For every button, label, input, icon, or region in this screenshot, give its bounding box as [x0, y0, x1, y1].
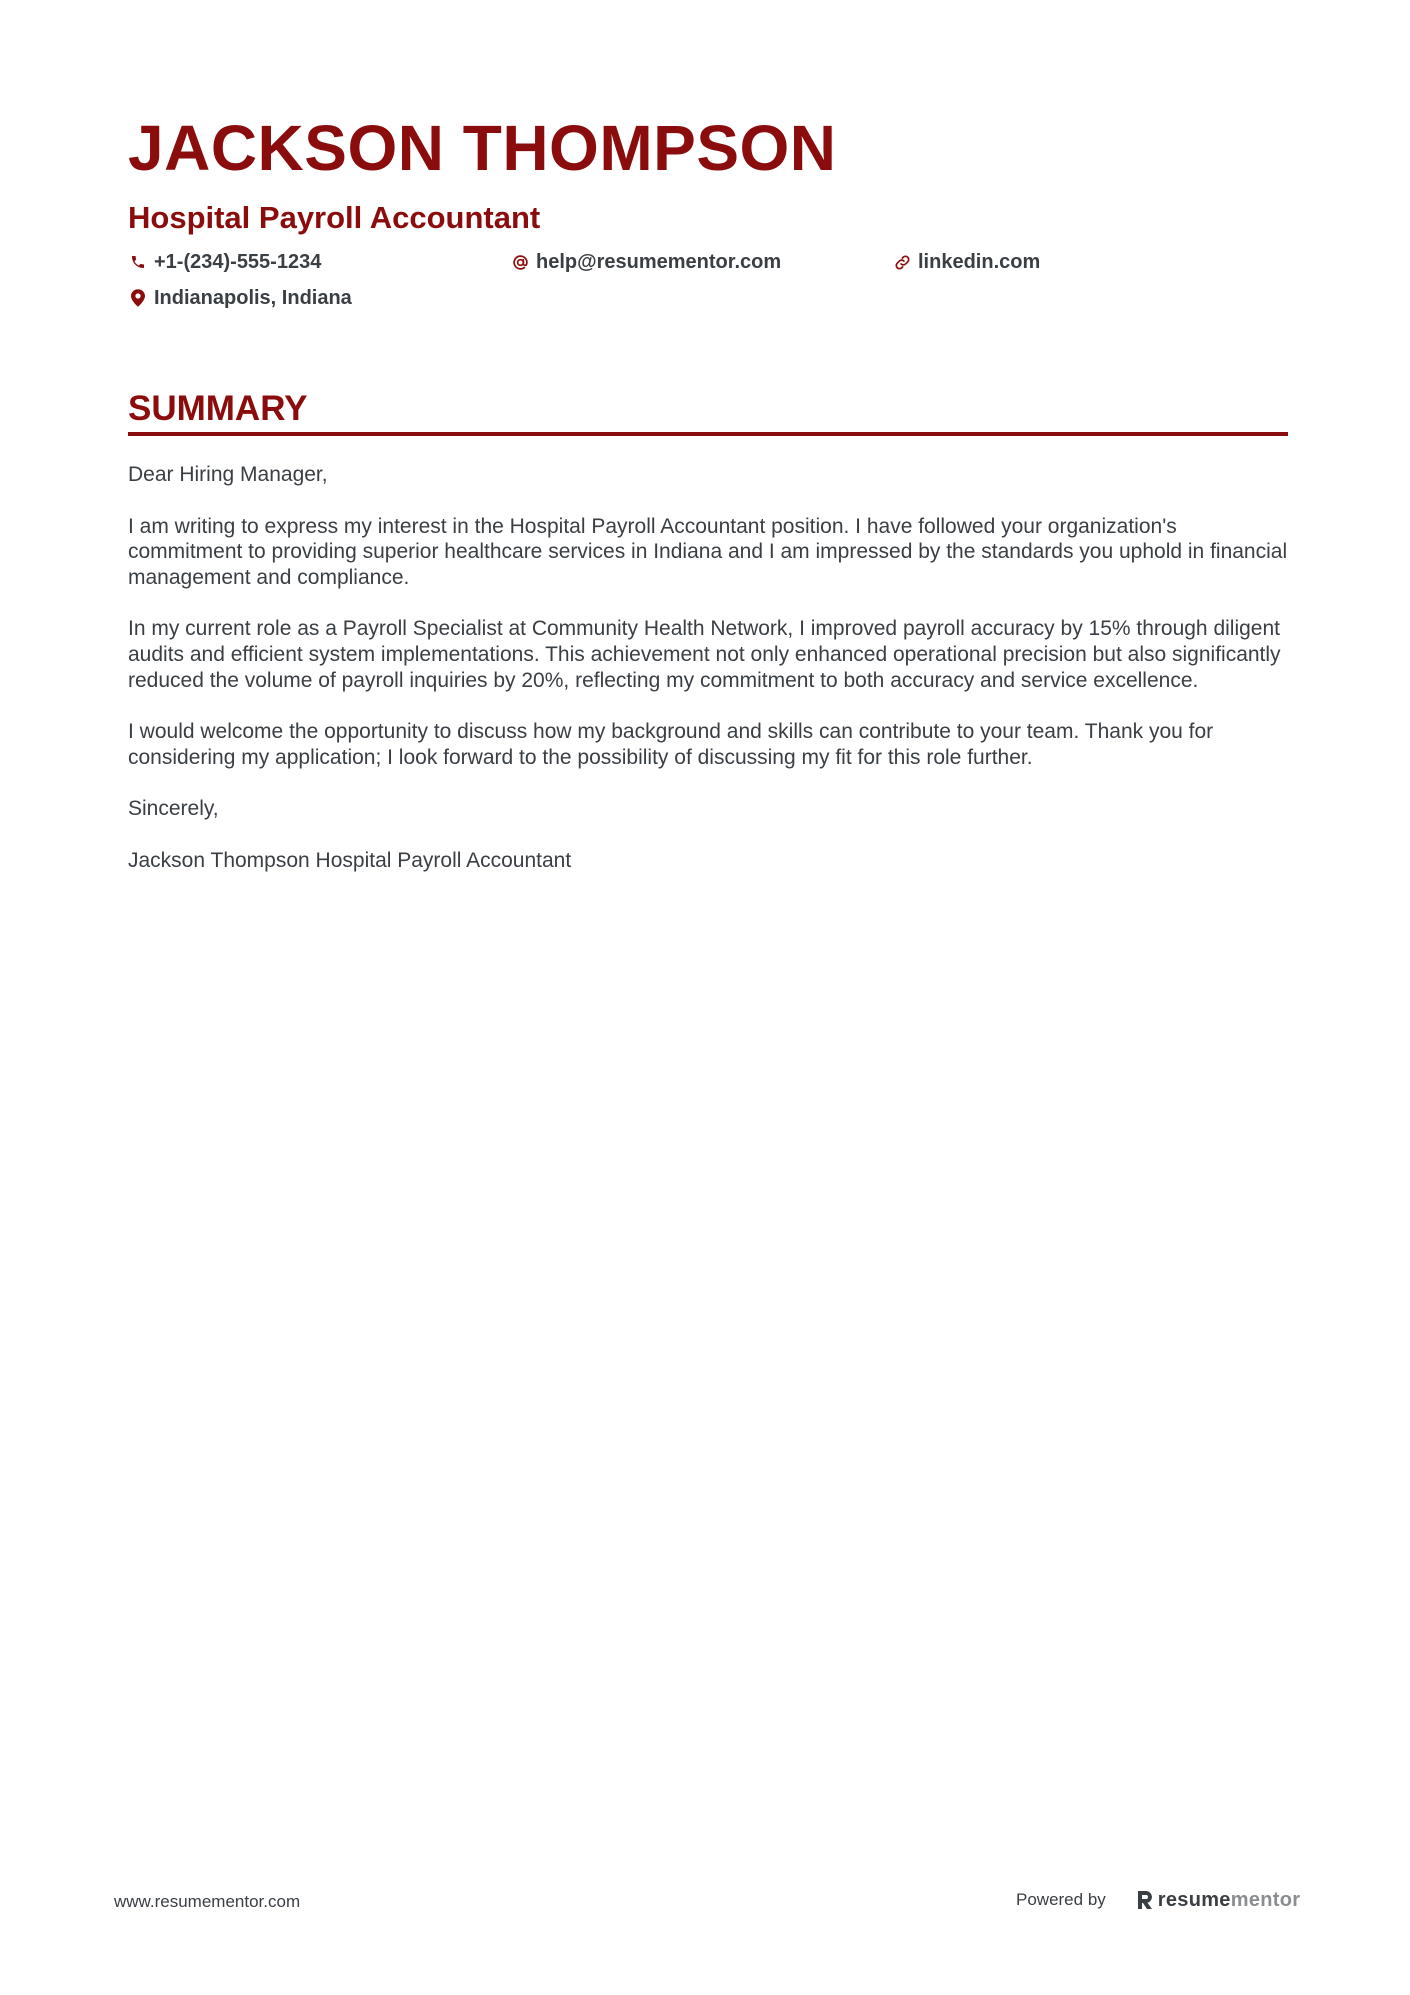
section-divider	[128, 432, 1288, 436]
link-icon	[892, 252, 912, 272]
summary-heading: SUMMARY	[128, 389, 308, 428]
map-pin-icon	[128, 288, 148, 308]
contact-list	[128, 250, 1288, 322]
summary-section	[128, 388, 1288, 900]
brand-name-part2: mentor	[1230, 1888, 1301, 1911]
footer-branding	[1016, 1886, 1300, 1914]
header	[128, 112, 1288, 322]
contact-email	[510, 250, 781, 274]
resumementor-logo-icon	[1136, 1889, 1154, 1911]
linkedin-text: linkedin.com	[918, 251, 1041, 273]
contact-phone	[128, 250, 321, 274]
paragraph: I am writing to express my interest in the Hospital Payroll Accountant position. I have followed your organization's commitment to providing superior healthcare services in Indiana and I am impressed by the standards you uphold in financial management and compliance.	[128, 514, 1288, 589]
at-icon	[510, 252, 530, 272]
powered-by-text: Powered by	[1016, 1890, 1106, 1909]
phone-icon	[128, 252, 148, 272]
salutation: Dear Hiring Manager,	[128, 463, 328, 486]
paragraph: I would welcome the opportunity to discuss how my background and skills can contribute to your team. Thank you for considering my application; I look forward to the possibility of discussing my fit for this role further.	[128, 720, 1214, 769]
contact-linkedin	[892, 250, 1040, 274]
email-text: help@resumementor.com	[536, 251, 782, 273]
contact-location	[128, 286, 352, 310]
signature: Jackson Thompson Hospital Payroll Accountant	[128, 848, 572, 872]
brand-name-part1: resume	[1157, 1888, 1231, 1911]
job-title: Hospital Payroll Accountant	[128, 200, 541, 235]
location-text: Indianapolis, Indiana	[154, 287, 352, 309]
letter-body	[128, 462, 1288, 874]
footer-website[interactable]: www.resumementor.com	[114, 1892, 301, 1911]
brand-logo[interactable]	[1136, 1889, 1301, 1912]
phone-text: +1-(234)-555-1234	[154, 251, 322, 273]
candidate-name: JACKSON THOMPSON	[128, 112, 837, 184]
paragraph: In my current role as a Payroll Specialist at Community Health Network, I improved payroll accuracy by 15% through diligent audits and efficient system implementations. This achievement not only enhanced operational precision but also significantly reduced the volume of payroll inquiries by 20%, reflecting my commitment to both accuracy and service excellence.	[128, 617, 1281, 692]
closing: Sincerely,	[128, 797, 219, 821]
